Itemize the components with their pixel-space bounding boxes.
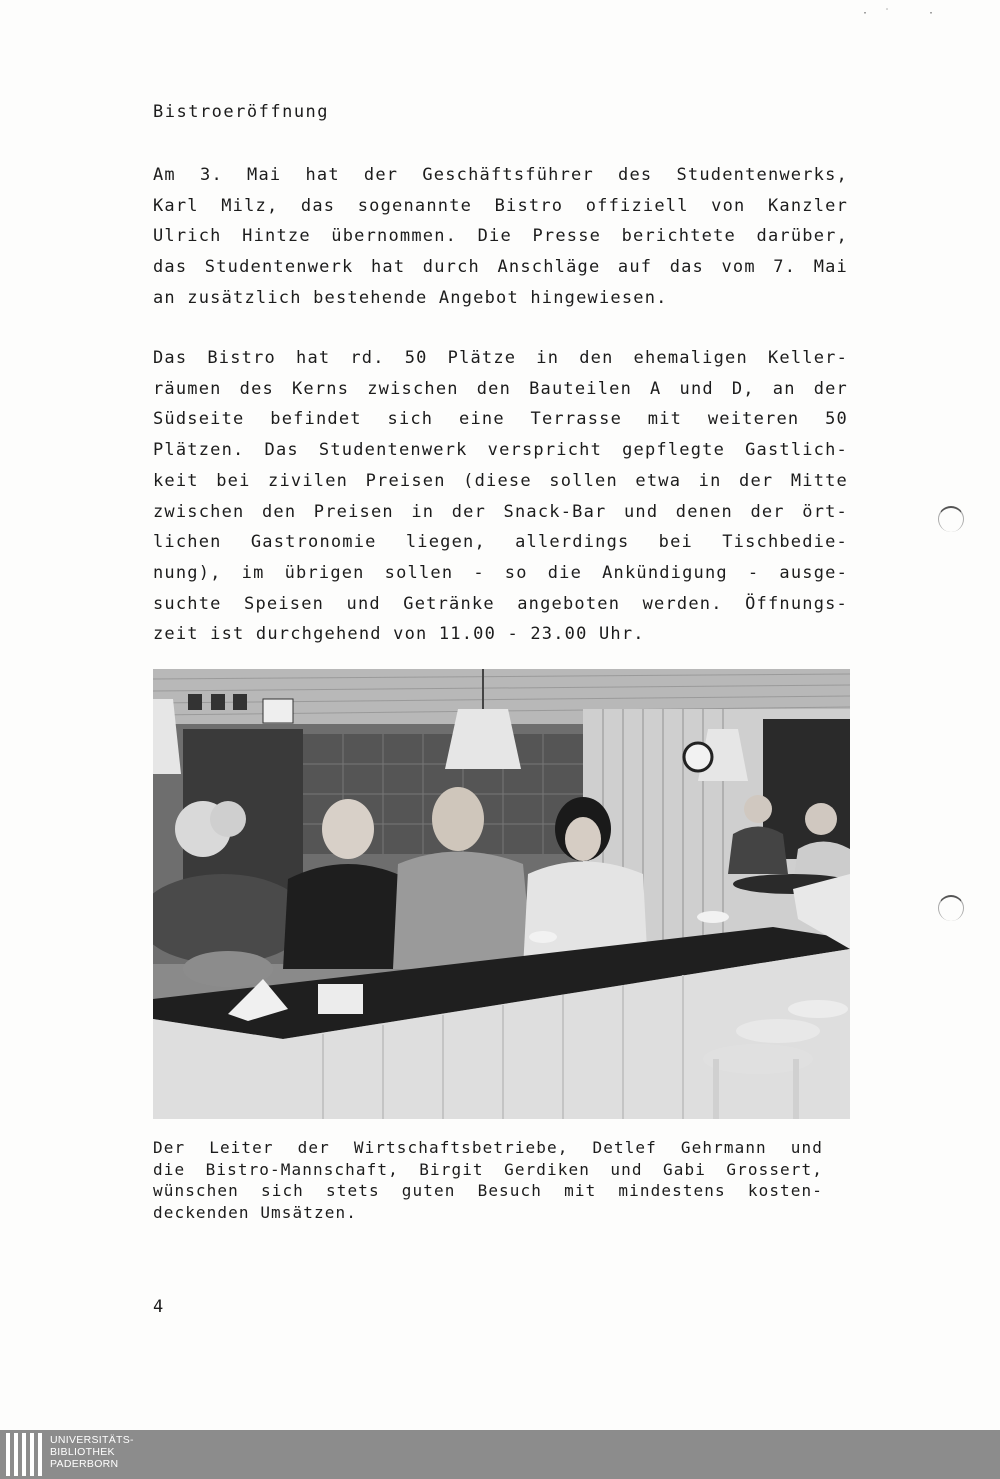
paragraph-line: zwischen den Preisen in der Snack-Bar und denen der ört- — [153, 501, 848, 522]
library-name-line: BIBLIOTHEK — [50, 1446, 115, 1458]
paragraph-line: Plätzen. Das Studentenwerk verspricht gepflegte Gastlich- — [153, 440, 848, 461]
bistro-photo-illustration — [153, 669, 850, 1119]
paragraph-line: das Studentenwerk hat durch Anschläge auf das vom 7. Mai — [153, 257, 848, 278]
paragraph-2 — [153, 343, 848, 650]
paragraph-line: räumen des Kerns zwischen den Bauteilen A und D, an der — [153, 378, 848, 399]
paragraph-line: lichen Gastronomie liegen, allerdings bei Tischbedie- — [153, 532, 848, 553]
paragraph-line: Ulrich Hintze übernommen. Die Presse berichtete darüber, — [153, 226, 848, 247]
library-name-line: UNIVERSITÄTS- — [50, 1434, 134, 1446]
caption-line: die Bistro-Mannschaft, Birgit Gerdiken und Gabi Grossert, — [153, 1159, 823, 1179]
library-logo-icon — [6, 1433, 42, 1476]
page-number: 4 — [153, 1297, 164, 1317]
caption-line: wünschen sich stets guten Besuch mit mindestens kosten- — [153, 1181, 823, 1200]
library-footer-band — [0, 1430, 1000, 1479]
scan-specks: ·˙ · — [862, 8, 951, 19]
paragraph-line: Karl Milz, das sogenannte Bistro offiziell von Kanzler — [153, 195, 848, 216]
paragraph-line: Das Bistro hat rd. 50 Plätze in den ehemaligen Keller- — [153, 348, 848, 368]
paragraph-line: zeit ist durchgehend von 11.00 - 23.00 Uhr. — [153, 624, 645, 645]
caption-line: Der Leiter der Wirtschaftsbetriebe, Detlef Gehrmann und — [153, 1138, 823, 1157]
paragraph-line: keit bei zivilen Preisen (diese sollen etwa in der Mitte — [153, 470, 848, 491]
library-name — [50, 1434, 134, 1470]
punch-hole-mark — [938, 506, 964, 532]
article-title: Bistroeröffnung — [153, 102, 330, 122]
photo-caption — [153, 1137, 823, 1223]
paragraph-line: Südseite befindet sich eine Terrasse mit weiteren 50 — [153, 409, 848, 430]
paragraph-1 — [153, 160, 848, 314]
paragraph-line: nung), im übrigen sollen - so die Ankündigung - ausge- — [153, 562, 848, 583]
punch-hole-mark — [938, 895, 964, 921]
library-name-line: PADERBORN — [50, 1458, 119, 1470]
paragraph-line: Am 3. Mai hat der Geschäftsführer des Studentenwerks, — [153, 165, 848, 185]
paragraph-line: an zusätzlich bestehende Angebot hingewiesen. — [153, 287, 668, 308]
paragraph-line: suchte Speisen und Getränke angeboten werden. Öffnungs- — [153, 593, 848, 614]
caption-line: deckenden Umsätzen. — [153, 1202, 357, 1222]
bistro-photo — [153, 669, 850, 1119]
